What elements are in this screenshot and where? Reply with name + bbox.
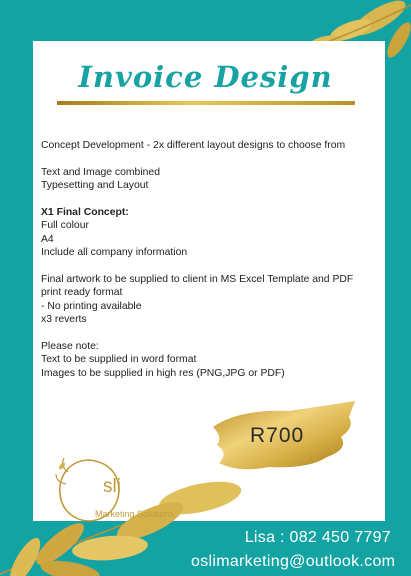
artwork-line-1: Final artwork to be supplied to client in MS Excel Template and PDF bbox=[41, 274, 354, 286]
logo-name: sli bbox=[103, 476, 121, 497]
concept-line: Concept Development - 2x different layout designs to choose from bbox=[41, 140, 346, 151]
no-printing-line: - No printing available bbox=[41, 300, 142, 312]
service-description bbox=[41, 139, 381, 380]
note-heading: Please note: bbox=[41, 341, 99, 353]
gold-divider bbox=[57, 101, 355, 105]
reverts-line: x3 reverts bbox=[41, 314, 87, 326]
page-title: Invoice Design bbox=[78, 60, 333, 94]
full-colour-line: Full colour bbox=[41, 220, 89, 232]
typesetting-line: Typesetting and Layout bbox=[41, 180, 149, 192]
artwork-line-2: print ready format bbox=[41, 287, 123, 299]
note-text-line: Text to be supplied in word format bbox=[41, 354, 197, 366]
contact-phone[interactable]: Lisa : 082 450 7797 bbox=[244, 529, 391, 546]
note-images-line: Images to be supplied in high res (PNG,JPG or PDF) bbox=[41, 367, 285, 379]
size-line: A4 bbox=[41, 233, 54, 245]
logo-tagline: Marketing Solutions bbox=[95, 509, 175, 519]
company-info-line: Include all company information bbox=[41, 247, 188, 259]
text-image-line: Text and Image combined bbox=[41, 166, 160, 178]
price-label: R700 bbox=[250, 424, 305, 447]
contact-email[interactable]: oslimarketing@outlook.com bbox=[191, 553, 396, 570]
final-concept-heading: X1 Final Concept: bbox=[41, 207, 129, 218]
